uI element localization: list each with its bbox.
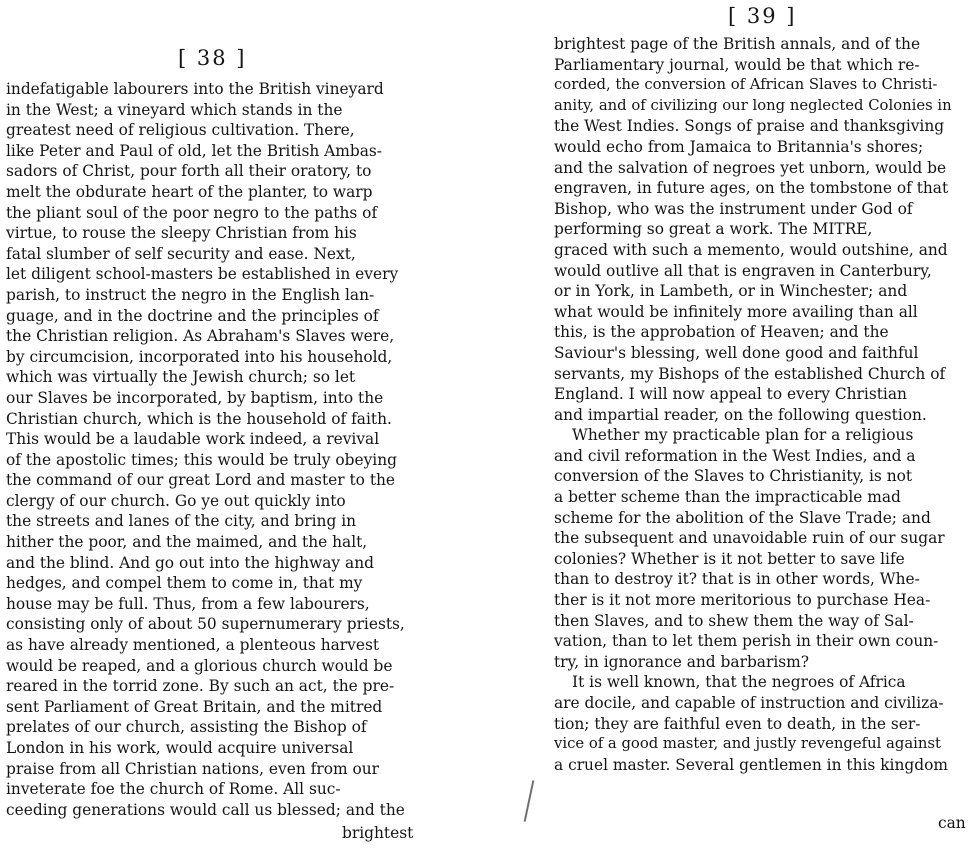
text-line: hedges, and compel them to come in, that my xyxy=(6,574,363,593)
text-line: our Slaves be incorporated, by baptism, into the xyxy=(6,388,384,407)
text-line: vation, than to let them perish in their own coun- xyxy=(554,632,939,651)
text-line: graced with such a memento, would outshine, and xyxy=(554,240,948,259)
text-line: vice of a good master, and justly revengeful against xyxy=(554,735,941,753)
catchword: can xyxy=(938,814,966,832)
text-line: this, is the approbation of Heaven; and the xyxy=(554,323,889,342)
text-line: ther is it not more meritorious to purchase Hea- xyxy=(554,591,931,610)
text-line: would echo from Jamaica to Britannia's shores; xyxy=(554,137,924,156)
text-line: a better scheme than the impracticable mad xyxy=(554,488,901,507)
text-line: consisting only of about 50 supernumerary priests, xyxy=(6,615,405,634)
text-line: and the salvation of negroes yet unborn, would be xyxy=(554,158,947,177)
text-line: are docile, and capable of instruction and civiliza- xyxy=(554,694,944,712)
text-line: parish, to instruct the negro in the English lan- xyxy=(6,285,375,304)
text-line: than to destroy it? that is in other words, Whe- xyxy=(554,570,920,589)
text-block xyxy=(554,34,964,775)
right-page xyxy=(490,0,980,849)
text-line: performing so great a work. The MITRE, xyxy=(554,220,873,239)
text-line: clergy of our church. Go ye out quickly into xyxy=(6,491,346,510)
text-line: Saviour's blessing, well done good and faithful xyxy=(554,343,919,362)
text-line: what would be infinitely more availing than all xyxy=(554,302,918,321)
text-line: sadors of Christ, pour forth all their oratory, to xyxy=(6,162,372,181)
text-line: the pliant soul of the poor negro to the paths of xyxy=(6,203,378,222)
page-number: [ 39 ] xyxy=(728,4,797,28)
text-line: Whether my practicable plan for a religious xyxy=(572,426,914,445)
page-number: [ 38 ] xyxy=(178,46,247,70)
text-line: let diligent school-masters be established in every xyxy=(6,265,399,284)
text-line: sent Parliament of Great Britain, and the mitred xyxy=(6,697,383,716)
text-line: a cruel master. Several gentlemen in this kingdom xyxy=(554,755,948,774)
text-line: England. I will now appeal to every Christian xyxy=(554,385,907,404)
text-line: would outlive all that is engraven in Canterbury, xyxy=(554,261,932,280)
text-line: tion; they are faithful even to death, in the ser- xyxy=(554,714,921,733)
text-line: by circumcision, incorporated into his household, xyxy=(6,347,393,366)
catchword: brightest xyxy=(342,824,414,842)
text-line: the command of our great Lord and master to the xyxy=(6,471,396,490)
text-line: or in York, in Lambeth, or in Winchester; and xyxy=(554,282,908,301)
text-line: This would be a laudable work indeed, a revival xyxy=(6,430,380,449)
text-line: the West Indies. Songs of praise and thanksgiving xyxy=(554,117,945,136)
text-line: conversion of the Slaves to Christianity, is not xyxy=(554,467,913,486)
text-line: prelates of our church, assisting the Bishop of xyxy=(6,718,367,737)
text-line: engraven, in future ages, on the tombstone of that xyxy=(554,179,949,198)
text-line: guage, and in the doctrine and the principles of xyxy=(6,306,379,325)
text-line: Christian church, which is the household of faith. xyxy=(6,409,392,428)
text-line: melt the obdurate heart of the planter, to warp xyxy=(6,182,373,201)
text-line: ceeding generations would call us blessed; and the xyxy=(6,800,405,819)
text-line: of the apostolic times; this would be truly obeying xyxy=(6,450,397,469)
text-line: the Christian religion. As Abraham's Slaves were, xyxy=(6,327,395,346)
text-line: try, in ignorance and barbarism? xyxy=(554,652,809,671)
text-line: then Slaves, and to shew them the way of Sal- xyxy=(554,611,914,630)
text-line: Bishop, who was the instrument under God of xyxy=(554,199,913,218)
text-line: and the blind. And go out into the highway and xyxy=(6,553,374,572)
text-line: brightest page of the British annals, and of the xyxy=(554,35,921,53)
text-line: and impartial reader, on the following question. xyxy=(554,405,927,424)
text-line: the streets and lanes of the city, and bring in xyxy=(6,512,357,531)
text-line: which was virtually the Jewish church; so let xyxy=(6,368,356,387)
text-line: corded, the conversion of African Slaves to Christi- xyxy=(554,76,938,94)
text-line: and civil reformation in the West Indies, and a xyxy=(554,446,916,465)
text-line: colonies? Whether is it not better to save life xyxy=(554,549,905,568)
text-line: It is well known, that the negroes of Africa xyxy=(572,673,906,692)
text-line: reared in the torrid zone. By such an act, the pre- xyxy=(6,677,395,696)
text-line: scheme for the abolition of the Slave Trade; and xyxy=(554,508,931,527)
text-line: anity, and of civilizing our long neglected Colonies in xyxy=(554,96,952,114)
text-line: praise from all Christian nations, even from our xyxy=(6,759,379,778)
text-line: hither the poor, and the maimed, and the halt, xyxy=(6,533,368,552)
text-line: in the West; a vineyard which stands in the xyxy=(6,100,343,119)
text-line: indefatigable labourers into the British vineyard xyxy=(6,80,384,98)
text-line: would be reaped, and a glorious church would be xyxy=(6,656,393,675)
text-block xyxy=(6,79,424,820)
text-line: house may be full. Thus, from a few labourers, xyxy=(6,594,370,613)
text-line: virtue, to rouse the sleepy Christian from his xyxy=(6,224,357,243)
text-line: as have already mentioned, a plenteous harvest xyxy=(6,636,380,655)
text-line: greatest need of religious cultivation. There, xyxy=(6,121,355,140)
text-line: the subsequent and unavoidable ruin of our sugar xyxy=(554,529,945,548)
text-line: Parliamentary journal, would be that which re- xyxy=(554,55,920,74)
text-line: fatal slumber of self security and ease. Next, xyxy=(6,244,356,263)
text-line: London in his work, would acquire universal xyxy=(6,739,354,757)
text-line: inveterate foe the church of Rome. All suc- xyxy=(6,780,341,799)
text-line: like Peter and Paul of old, let the British Ambas- xyxy=(6,141,383,160)
text-line: servants, my Bishops of the established Church of xyxy=(554,364,946,383)
